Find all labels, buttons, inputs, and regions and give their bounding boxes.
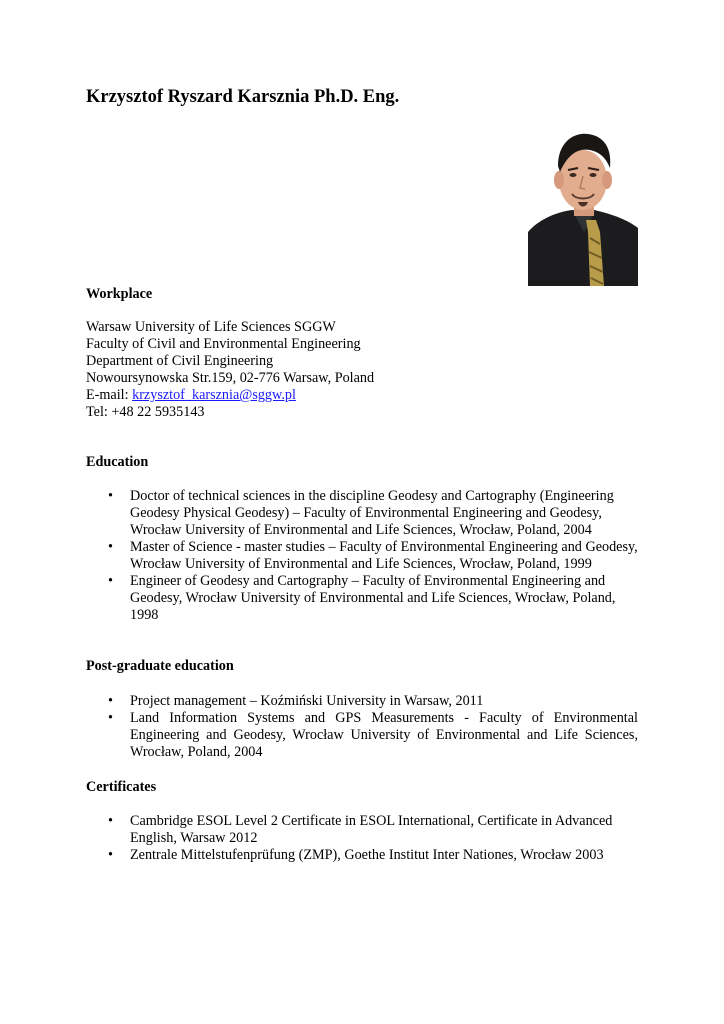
list-item: • Doctor of technical sciences in the discipline Geodesy and Cartography (Engineering Geodesy Physical Geodesy) – Faculty of Environmental Engineering and Geodesy, Wrocław University of Environmental and Life Sciences, Wrocław, Poland, 2004: [86, 488, 638, 539]
workplace-address: [86, 319, 646, 421]
workplace-heading: Workplace: [86, 286, 153, 302]
department-name: Department of Civil Engineering: [86, 353, 274, 369]
education-heading: Education: [86, 454, 149, 470]
list-item: • Land Information Systems and GPS Measurements - Faculty of Environmental Engineering and Geodesy, Wrocław University of Environmental and Life Sciences, Wrocław, Poland, 2004: [86, 710, 638, 761]
faculty-name: Faculty of Civil and Environmental Engineering: [86, 336, 361, 352]
email-line: [86, 387, 646, 404]
education-list: [86, 488, 638, 624]
telephone: Tel: +48 22 5935143: [86, 404, 205, 420]
email-label: E-mail:: [86, 387, 133, 403]
certificates-list: [86, 813, 638, 864]
profile-photo: [528, 128, 638, 286]
certificates-heading: Certificates: [86, 779, 157, 795]
postgraduate-list: [86, 693, 638, 761]
page-title: Krzysztof Ryszard Karsznia Ph.D. Eng.: [86, 87, 400, 107]
postgraduate-heading: Post-graduate education: [86, 658, 234, 674]
street-address: Nowoursynowska Str.159, 02-776 Warsaw, Poland: [86, 370, 375, 386]
university-name: Warsaw University of Life Sciences SGGW: [86, 319, 336, 335]
list-item: • Project management – Koźmiński University in Warsaw, 2011: [86, 693, 638, 710]
list-item: • Master of Science - master studies – Faculty of Environmental Engineering and Geodesy, Wrocław University of Environmental and Life Sciences, Wrocław, Poland, 1999: [86, 539, 638, 573]
list-item: • Cambridge ESOL Level 2 Certificate in ESOL International, Certificate in Advanced English, Warsaw 2012: [86, 813, 638, 847]
list-item: • Zentrale Mittelstufenprüfung (ZMP), Goethe Institut Inter Nationes, Wrocław 2003: [86, 847, 638, 864]
email-link[interactable]: krzysztof_karsznia@sggw.pl: [132, 387, 296, 403]
list-item: • Engineer of Geodesy and Cartography – Faculty of Environmental Engineering and Geodesy, Wrocław University of Environmental and Life Sciences, Wrocław, Poland, 1998: [86, 573, 638, 624]
